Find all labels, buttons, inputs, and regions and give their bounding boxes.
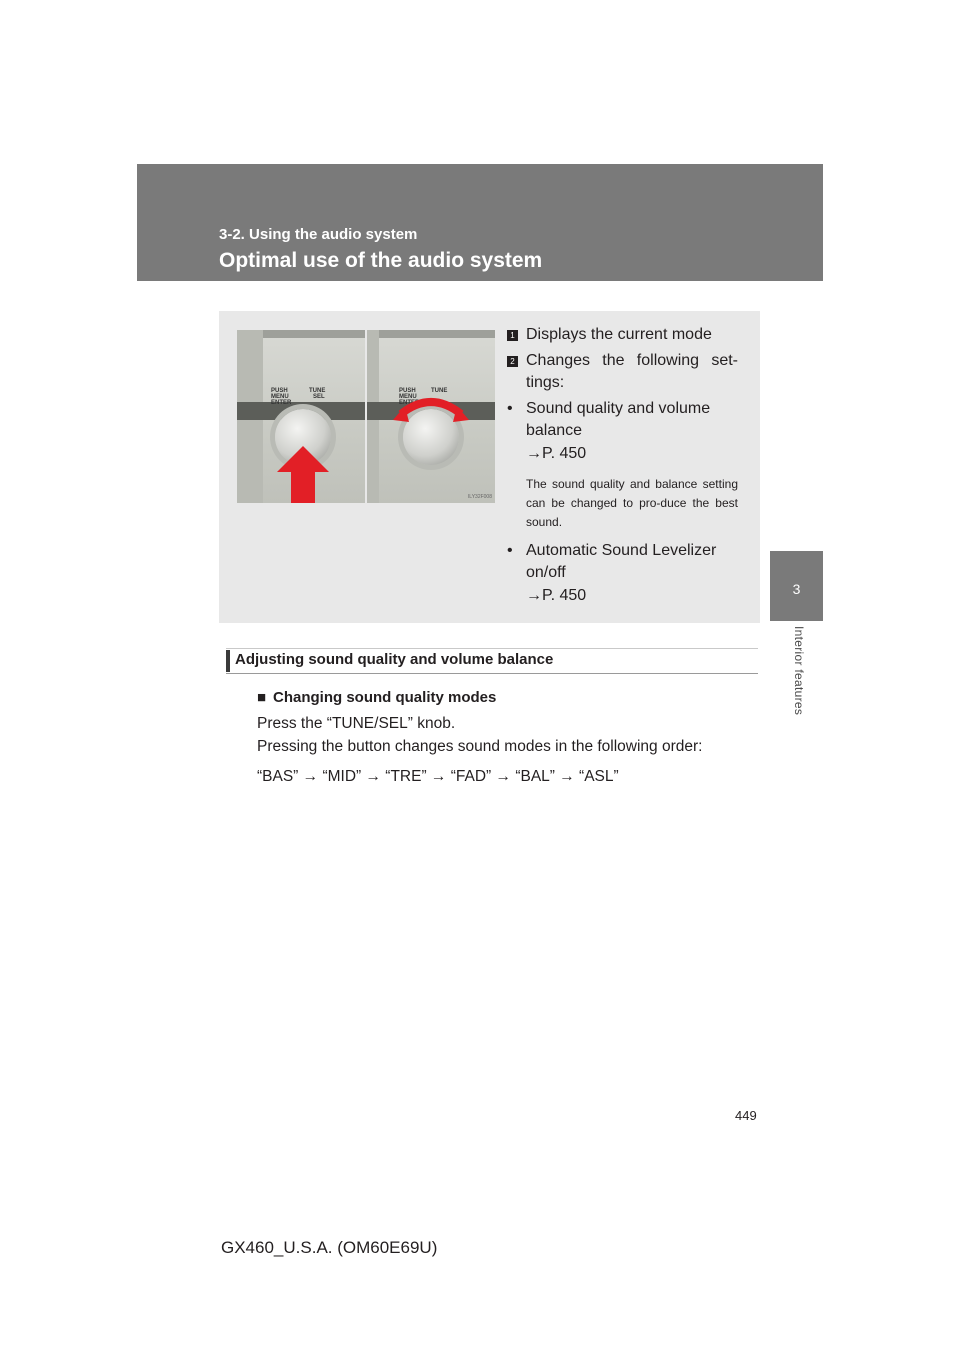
label-tune: TUNE [309, 388, 326, 394]
chapter-label: Interior features [792, 626, 806, 716]
rotate-arrow-icon [367, 330, 495, 503]
callout-2-text: Changes the following set-tings: [526, 352, 738, 391]
push-arrow-icon [237, 330, 365, 503]
footer-code: GX460_U.S.A. (OM60E69U) [221, 1238, 438, 1257]
bullet-2: • [507, 542, 513, 559]
knob-push-photo [237, 330, 365, 503]
label-push: PUSH [399, 388, 416, 394]
instruction-line-2: Pressing the button changes sound modes in the following order: [257, 738, 703, 755]
label-enter: ENTER [271, 400, 292, 406]
bullet-1: • [507, 400, 513, 417]
callout-1-badge: 1 [507, 330, 518, 341]
setting-1-text: Sound quality and volume balance [526, 400, 711, 439]
knob-turn-photo [367, 330, 495, 503]
label-menu: MENU [271, 394, 289, 400]
setting-2-text: Automatic Sound Levelizer on/off [526, 542, 717, 581]
setting-2-ref[interactable]: →P. 450 [526, 587, 587, 604]
setting-1-note: The sound quality and balance setting can be changed to pro-duce the best sound. [526, 477, 738, 529]
section-label: 3-2. Using the audio system [219, 226, 418, 243]
mode-sequence: “BAS” → “MID” → “TRE” → “FAD” → “BAL” → “ASL” [257, 768, 619, 785]
page-number: 449 [735, 1108, 757, 1123]
subheading: Changing sound quality modes [273, 689, 497, 706]
label-enter: ENTER [399, 400, 420, 406]
label-sel: SEL [313, 394, 325, 400]
page-title: Optimal use of the audio system [219, 249, 543, 272]
label-menu: MENU [399, 394, 417, 400]
section-heading-bar [226, 648, 758, 674]
section-marker [226, 650, 230, 672]
callout-2-badge: 2 [507, 356, 518, 367]
chapter-number: 3 [792, 581, 801, 597]
section-heading: Adjusting sound quality and volume balance [235, 651, 554, 668]
label-push: PUSH [271, 388, 288, 394]
callout-1-text: Displays the current mode [526, 326, 712, 343]
image-code: ILY32F008 [467, 494, 492, 500]
subheading-marker: ■ [257, 689, 267, 706]
setting-1-ref[interactable]: →P. 450 [526, 445, 587, 462]
instruction-line-1: Press the “TUNE/SEL” knob. [257, 715, 456, 732]
label-tune: TUNE [431, 388, 448, 394]
chapter-tab[interactable] [770, 551, 823, 621]
